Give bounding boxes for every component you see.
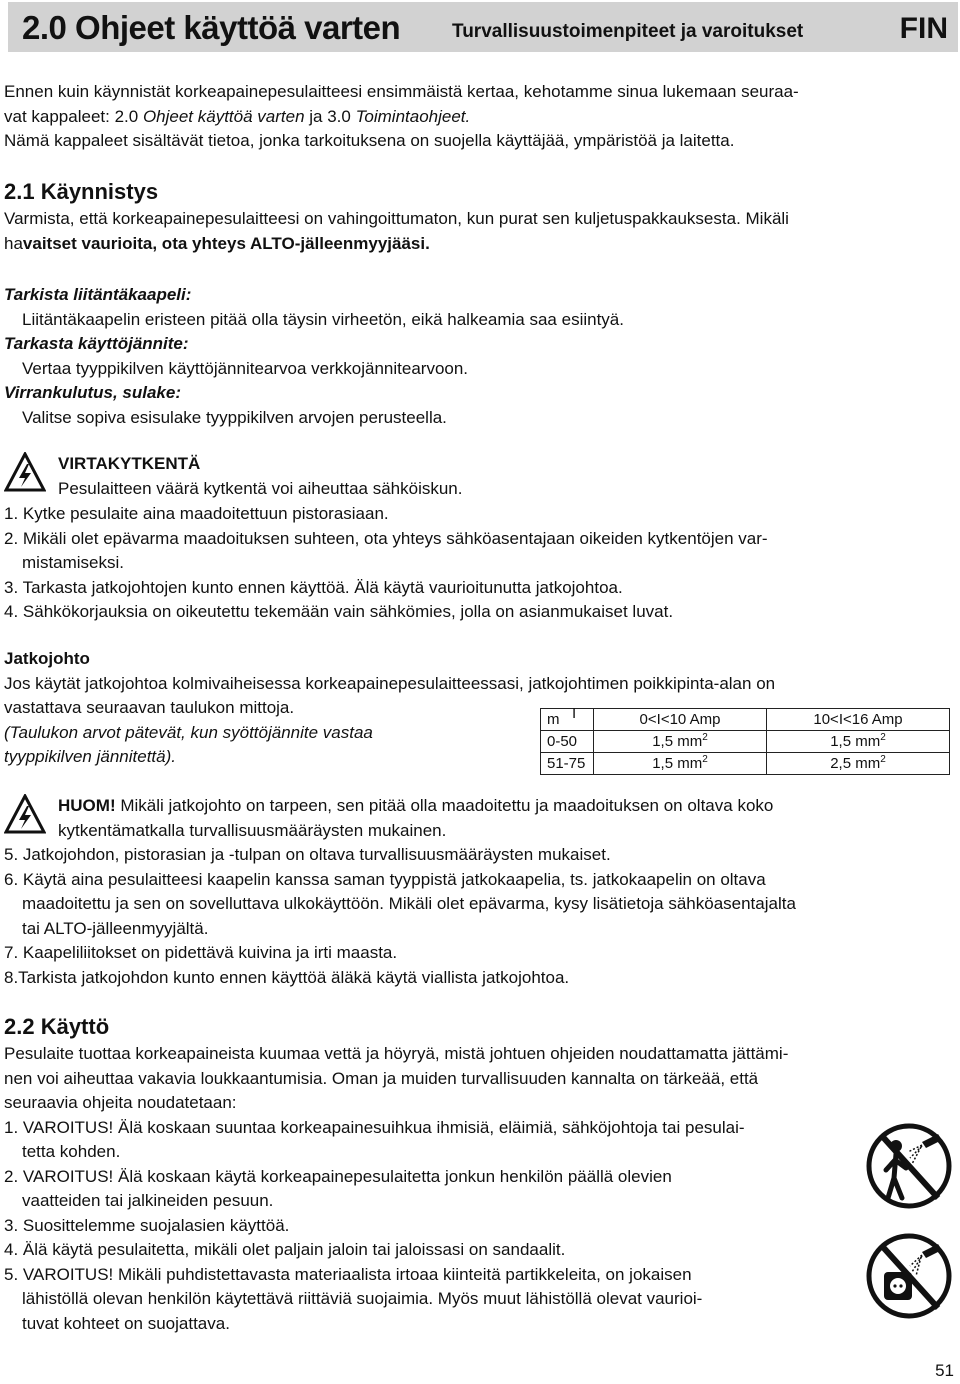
list-item: tetta kohden.	[22, 1142, 121, 1161]
list-item: 5. Jatkojohdon, pistorasian ja -tulpan on oltava turvallisuusmääräysten mukaiset.	[4, 845, 611, 864]
warning-electric-list	[4, 502, 954, 625]
list-item: tai ALTO-jälleenmyyjältä.	[22, 918, 209, 938]
section-text: Jos käytät jatkojohtoa kolmivaiheisessa korkeapainepesulaitteessasi, jatkojohtimen poikkipinta-alan on	[4, 673, 776, 693]
page-number: 51	[935, 1361, 954, 1380]
check-label: Virrankulutus, sulake:	[4, 383, 181, 402]
table-cell: 51-75	[541, 753, 594, 775]
warning-grounding-list	[4, 843, 954, 990]
section-heading: 2.2 Käyttö	[4, 1014, 110, 1039]
list-item: tuvat kohteet on suojattava.	[22, 1313, 230, 1333]
warning-grounding	[58, 794, 938, 843]
table-cell: 0-50	[541, 731, 594, 753]
page-title: 2.0 Ohjeet käyttöä varten	[22, 9, 401, 46]
table-cell: 1,5 $mm^2$	[767, 731, 950, 753]
section-text: nen voi aiheuttaa vakavia loukkaantumisia. Oman ja muiden turvallisuuden kannalta on tärkeää, että	[4, 1068, 759, 1088]
list-item: 3. Suosittelemme suojalasien käyttöä.	[4, 1215, 290, 1235]
section-2-2	[4, 1012, 954, 1336]
intro-line: Ennen kuin käynnistät korkeapainepesulaitteesi ensimmäistä kertaa, kehotamme sinua lukemaan seuraa-	[4, 82, 799, 101]
list-item: lähistöllä olevan henkilön käytettävä riittäviä suojaimia. Myös muut lähistöllä olevat vaurioi-	[22, 1289, 703, 1308]
list-item: mistamiseksi.	[22, 553, 125, 572]
intro-line: Nämä kappaleet sisältävät tietoa, jonka tarkoituksena on suojella käyttäjää, ympäristöä ja laitetta.	[4, 131, 735, 150]
check-label: Tarkasta käyttöjännite:	[4, 334, 189, 353]
language-code: FIN	[899, 12, 948, 45]
list-item: 1. Kytke pesulaite aina maadoitettuun pistorasiaan.	[4, 504, 389, 523]
intro-line: vat kappaleet: 2.0 Ohjeet käyttöä varten ja 3.0 Toimintaohjeet.	[4, 106, 471, 126]
table-row	[541, 753, 950, 775]
list-item: 1. VAROITUS! Älä koskaan suuntaa korkeapainesuihkua ihmisiä, eläimiä, sähköjohtoja tai pesulai-	[4, 1117, 745, 1137]
section-heading: Jatkojohto	[4, 649, 90, 668]
table-note: (Taulukon arvot pätevät, kun syöttöjännite vastaa	[4, 722, 373, 742]
list-item: 2. VAROITUS! Älä koskaan käytä korkeapainepesulaitetta jonkun henkilön päällä olevien	[4, 1166, 672, 1186]
check-text: Vertaa tyyppikilven käyttöjännitearvoa verkkojännitearvoon.	[22, 358, 469, 378]
section-text: vastattava seuraavan taulukon mittoja.	[4, 698, 295, 717]
warning-text: kytkentämatkalla turvallisuusmääräysten mukainen.	[58, 820, 447, 840]
table-note: tyyppikilven jännitettä).	[4, 747, 176, 766]
list-item: 4. Älä käytä pesulaitetta, mikäli olet paljain jaloin tai jaloissasi on sandaalit.	[4, 1240, 566, 1259]
table-row	[541, 731, 950, 753]
check-label: Tarkista liitäntäkaapeli:	[4, 285, 192, 304]
section-text: havaitset vaurioita, ota yhteys ALTO-jälleenmyyjääsi.	[4, 233, 430, 253]
list-item: 7. Kaapeliliitokset on pidettävä kuivina ja irti maasta.	[4, 943, 398, 962]
warning-text: Pesulaitteen väärä kytkentä voi aiheuttaa sähköiskun.	[58, 478, 463, 498]
warning-electric-heading	[58, 452, 938, 501]
table-header-cell: 0<I<10 Amp	[594, 709, 767, 731]
table-header-cell: 10<I<16 Amp	[767, 709, 950, 731]
list-item: maadoitettu ja sen on sovelluttava ulkokäyttöön. Mikäli olet epävarma, kysy lisätietoja sähköasentajalta	[22, 894, 796, 913]
electric-hazard-icon	[4, 794, 46, 834]
warning-text: HUOM! Mikäli jatkojohto on tarpeen, sen pitää olla maadoitettu ja maadoituksen on oltava koko	[58, 796, 774, 815]
table-cell: 2,5 $mm^2$	[767, 753, 950, 775]
list-item: 4. Sähkökorjauksia on oikeutettu tekemään vain sähkömies, jolla on asianmukaiset luvat.	[4, 602, 674, 621]
electric-hazard-icon	[4, 452, 46, 492]
section-text: Varmista, että korkeapainepesulaitteesi on vahingoittumaton, kun purat sen kuljetuspakkauksesta. Mikäli	[4, 209, 789, 228]
list-item: vaatteiden tai jalkineiden pesuun.	[22, 1191, 274, 1210]
extension-cord-table	[540, 705, 950, 775]
list-item: 8.Tarkista jatkojohdon kunto ennen käyttöä äläkä käytä viallista jatkojohtoa.	[4, 967, 570, 987]
table-header-row	[541, 709, 950, 731]
list-item: 2. Mikäli olet epävarma maadoituksen suhteen, ota yhteys sähköasentajaan oikeiden kytkentöjen var-	[4, 528, 768, 548]
list-item: 6. Käytä aina pesulaitteesi kaapelin kanssa saman tyyppistä jatkokaapelia, ts. jatkokaapelin on oltava	[4, 869, 766, 889]
page-header	[8, 2, 958, 52]
list-item: 5. VAROITUS! Mikäli puhdistettavasta materiaalista irtoaa kiinteitä partikkeleita, on jokaisen	[4, 1264, 692, 1284]
section-heading: 2.1 Käynnistys	[4, 179, 159, 204]
table-cell: 1,5 $mm^2$	[594, 731, 767, 753]
list-item: 3. Tarkasta jatkojohtojen kunto ennen käyttöä. Älä käytä vaurioitunutta jatkojohtoa.	[4, 577, 623, 597]
page-subtitle: Turvallisuustoimenpiteet ja varoitukset	[452, 21, 804, 42]
intro-paragraph	[4, 80, 954, 154]
no-spray-at-people-icon	[866, 1112, 952, 1220]
section-text: seuraavia ohjeita noudatetaan:	[4, 1093, 237, 1112]
no-spray-at-outlet-icon	[866, 1222, 952, 1330]
warning-title: VIRTAKYTKENTÄ	[58, 454, 201, 473]
table-header-cell: m I	[541, 709, 594, 731]
check-text: Liitäntäkaapelin eristeen pitää olla täysin virheetön, eikä halkeamia saa esiintyä.	[22, 309, 624, 329]
section-text: Pesulaite tuottaa korkeapaineista kuumaa vettä ja höyryä, mistä johtuen ohjeiden noudattamatta jättämi-	[4, 1044, 789, 1063]
table-cell: 1,5 $mm^2$	[594, 753, 767, 775]
checks-list	[4, 283, 954, 430]
section-2-1	[4, 177, 954, 256]
check-text: Valitse sopiva esisulake tyyppikilven arvojen perusteella.	[22, 407, 447, 427]
